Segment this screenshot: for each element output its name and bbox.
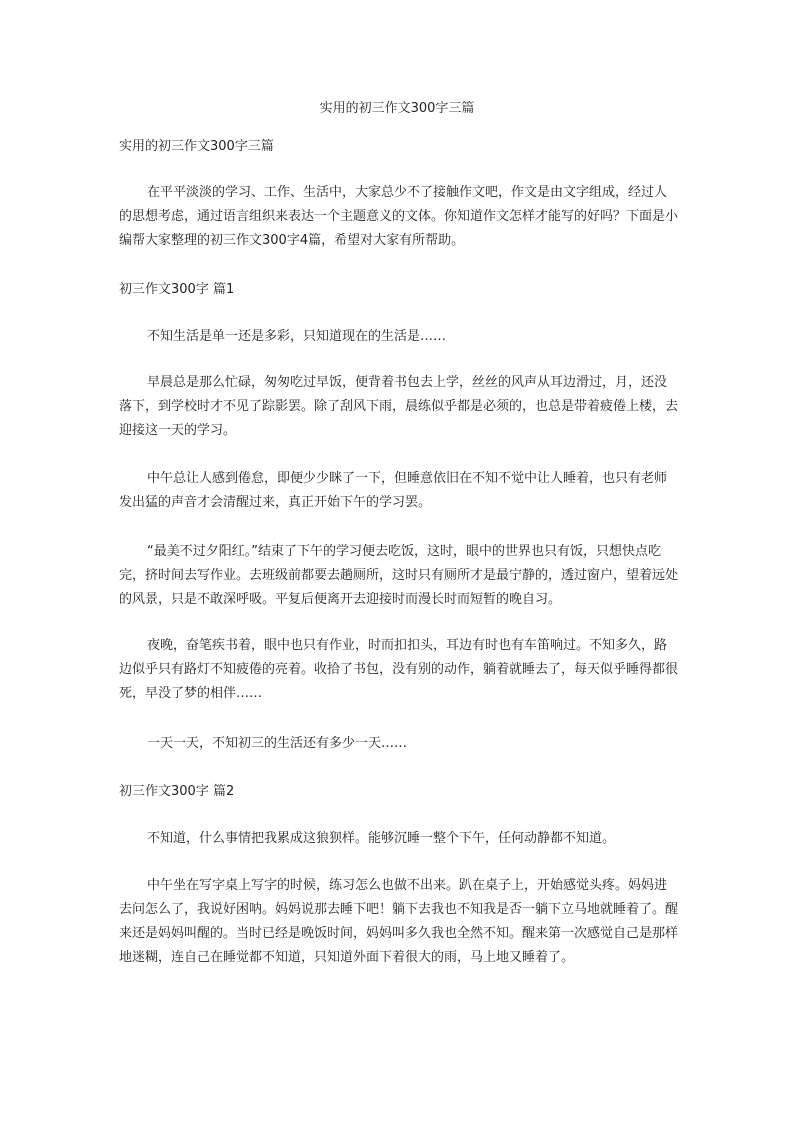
section-heading-1: 初三作文300字 篇1 bbox=[119, 282, 235, 297]
section-1-paragraph-4: “最美不过夕阳红。”结束了下午的学习便去吃饭，这时，眼中的世界也只有饭，只想快点吃完，挤时间去写作业。去班级前都要去趟厕所，这时只有厕所才是最宁静的，透过窗户，望着远处的风景，只是不敢深呼吸。平复后便离开去迎接时而漫长时而短暂的晚自习。 bbox=[119, 544, 679, 607]
section-heading-2: 初三作文300字 篇2 bbox=[119, 784, 235, 799]
section-1-paragraph-6: 一天一天，不知初三的生活还有多少一天…… bbox=[147, 736, 408, 751]
section-2-paragraph-2: 中午坐在写字桌上写字的时候，练习怎么也做不出来。趴在桌子上，开始感觉头疼。妈妈进去问怎么了，我说好困呐。妈妈说那去睡下吧！躺下去我也不知我是否一躺下立马地就睡着了。醒来还是妈妈叫醒的。当时已经是晚饭时间，妈妈叫多久我也全然不知。醒来第一次感觉自己是那样地迷糊，连自己在睡觉都不知道，只知道外面下着很大的雨，马上地又睡着了。 bbox=[119, 878, 679, 965]
section-2-paragraph-1: 不知道，什么事情把我累成这狼狈样。能够沉睡一整个下午，任何动静都不知道。 bbox=[147, 831, 616, 846]
document-title: 实用的初三作文300字三篇 bbox=[319, 101, 475, 116]
intro-paragraph: 在平平淡淡的学习、工作、生活中，大家总少不了接触作文吧，作文是由文字组成，经过人的思想考虑，通过语言组织来表达一个主题意义的文体。你知道作文怎样才能写的好吗？下面是小编帮大家整理的初三作文300字4篇，希望对大家有所帮助。 bbox=[119, 185, 679, 248]
document-subtitle: 实用的初三作文300字三篇 bbox=[119, 139, 274, 154]
section-1-paragraph-5: 夜晚，奋笔疾书着，眼中也只有作业，时而扣扣头，耳边有时也有车笛响过。不知多久，路边似乎只有路灯不知疲倦的亮着。收拾了书包，没有别的动作，躺着就睡去了，每天似乎睡得都很死，早没了梦的相伴…… bbox=[119, 638, 679, 701]
section-1-paragraph-3: 中午总让人感到倦怠，即便少少眯了一下，但睡意依旧在不知不觉中让人睡着，也只有老师发出猛的声音才会清醒过来，真正开始下午的学习罢。 bbox=[119, 471, 668, 510]
section-1-paragraph-2: 早晨总是那么忙碌，匆匆吃过早饭，便背着书包去上学，丝丝的风声从耳边滑过，月，还没落下，到学校时才不见了踪影罢。除了刮风下雨，晨练似乎都是必须的，也总是带着疲倦上楼，去迎接这一天的学习。 bbox=[119, 375, 679, 438]
section-1-paragraph-1: 不知生活是单一还是多彩，只知道现在的生活是…… bbox=[147, 329, 447, 344]
